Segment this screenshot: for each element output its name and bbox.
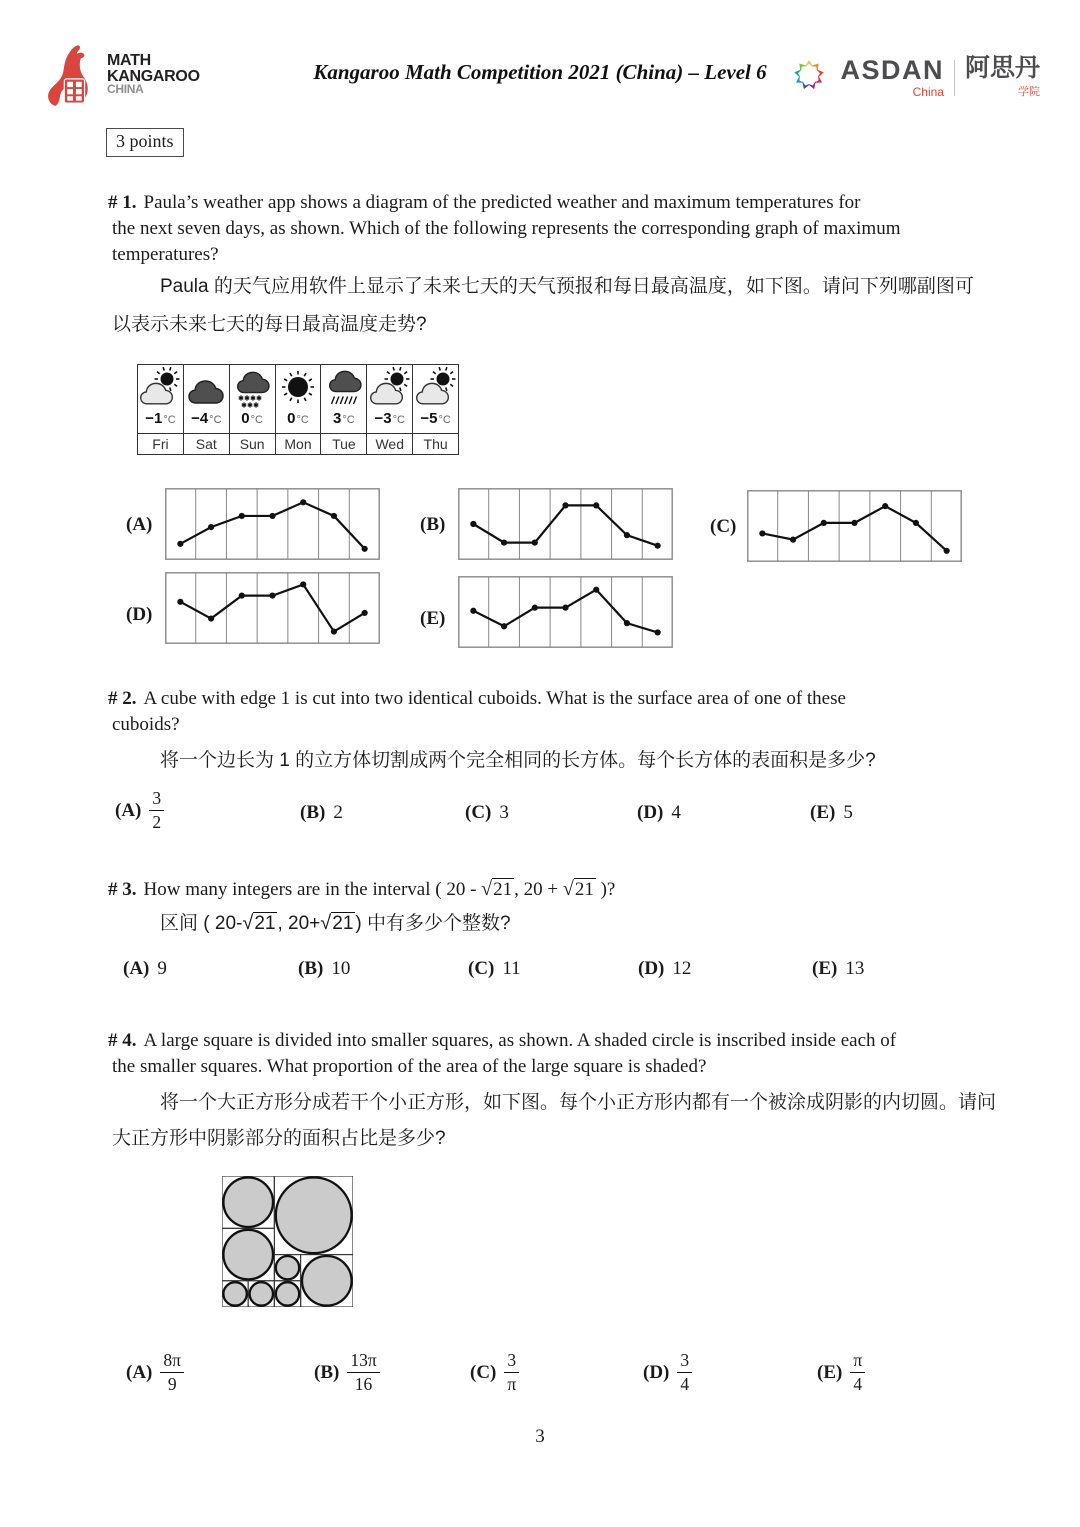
page-number: 3 (535, 1426, 545, 1447)
q3-option-a: (A) 9 (123, 958, 167, 979)
q1-text-zh2: 以表示未来七天的每日最高温度走势? (112, 314, 427, 335)
weather-cloudy-icon (184, 365, 229, 410)
weather-partly-cloudy-icon (367, 365, 412, 410)
asdan-wordmark: ASDAN (840, 54, 944, 85)
fraction: $\frac{3}{\pi}$ (504, 1352, 519, 1393)
weather-snow-icon (230, 365, 275, 410)
weather-temperature: −3 °C (374, 410, 405, 427)
q2-text-line1: # 2. A cube with edge 1 is cut into two identical cuboids. What is the surface area of one of these (108, 688, 846, 709)
weather-day-label: Fri (138, 433, 183, 453)
asdan-cn-sub-label: 学院 (1018, 86, 1040, 98)
q4-text-zh2: 大正方形中阴影部分的面积占比是多少? (112, 1128, 446, 1149)
weather-day-label: Sat (184, 433, 229, 453)
q3-option-d: (D) 12 (638, 958, 692, 979)
q1-option-a-graph (165, 488, 380, 560)
weather-day-column (366, 365, 412, 454)
asdan-country-label: China (912, 84, 944, 99)
q4-text-line1: # 4. A large square is divided into smaller squares, as shown. A shaded circle is inscribed inside each of (108, 1030, 897, 1051)
weather-day-column (412, 365, 458, 454)
weather-day-column (320, 365, 366, 454)
weather-day-label: Wed (367, 433, 412, 453)
weather-day-label: Thu (413, 433, 458, 453)
q3-number: # 3. (108, 879, 137, 900)
weather-temperature: 0 °C (241, 410, 263, 427)
q4-option-e: (E) $\frac{\pi}{4}$ (817, 1352, 865, 1393)
q4-text-line2: the smaller squares. What proportion of the area of the large square is shaded? (112, 1056, 707, 1077)
sqrt-radical: √21 (481, 878, 513, 900)
q3-text-zh: 区间 ( 20-√21 , 20+√21 ) 中有多少个整数? (160, 912, 511, 934)
q1-option-e-label: (E) (420, 608, 446, 629)
weather-temperature: 3 °C (333, 410, 355, 427)
q3-option-c: (C) 11 (468, 958, 521, 979)
weather-temperature: −4 °C (191, 410, 222, 427)
weather-day-label: Tue (321, 433, 366, 453)
q4-option-c: (C) $\frac{3}{\pi}$ (470, 1352, 519, 1393)
fraction: $\frac{8\pi}{9}$ (160, 1352, 184, 1393)
fraction: $\frac{3}{2}$ (149, 790, 164, 831)
kangaroo-logo-text-china: CHINA (107, 82, 144, 97)
q1-option-c-label: (C) (710, 516, 737, 537)
sqrt-radical: √21 (242, 912, 276, 934)
q2-text-zh: 将一个边长为 1 的立方体切割成两个完全相同的长方体。每个长方体的表面积是多少? (160, 750, 876, 771)
points-badge: 3 points (106, 128, 184, 157)
kangaroo-logo-text-math: MATH (107, 52, 151, 69)
q1-option-d-graph (165, 572, 380, 644)
weather-rain-icon (321, 365, 366, 410)
q1-option-d-label: (D) (126, 604, 153, 625)
q2-text-line2: cuboids? (112, 714, 180, 735)
asdan-pinwheel-icon (786, 52, 832, 103)
q2-option-d: (D) 4 (637, 802, 681, 823)
weather-partly-cloudy-icon (138, 365, 183, 410)
q1-text-line2: the next seven days, as shown. Which of the following represents the corresponding graph of maximum (112, 218, 901, 239)
kangaroo-logo-text-kangaroo: KANGAROO (107, 67, 200, 85)
weather-partly-cloudy-icon (413, 365, 458, 410)
asdan-logo (786, 52, 1040, 103)
weather-sunny-icon (276, 365, 321, 410)
q4-squares-circles-figure (222, 1176, 353, 1312)
weather-day-column (138, 365, 183, 454)
q2-option-e: (E) 5 (810, 802, 853, 823)
logo-divider (954, 60, 955, 96)
weather-forecast-table (137, 364, 459, 455)
q1-option-a-label: (A) (126, 514, 153, 535)
page-title: Kangaroo Math Competition 2021 (China) – Level 6 (313, 60, 767, 84)
fraction: $\frac{13\pi}{16}$ (347, 1352, 379, 1393)
q3-option-b: (B) 10 (298, 958, 351, 979)
q1-option-e-graph (458, 576, 673, 648)
q1-option-c-graph (747, 490, 962, 562)
weather-temperature: 0 °C (287, 410, 309, 427)
q2-option-a: (A) $\frac{3}{2}$ (115, 790, 164, 831)
q1-text-line1: # 1. Paula’s weather app shows a diagram of the predicted weather and maximum temperatures for (108, 192, 861, 213)
q4-text-zh1: 将一个大正方形分成若干个小正方形，如下图。每个小正方形内都有一个被涂成阴影的内切圆。请问 (160, 1092, 997, 1113)
weather-day-label: Sun (230, 433, 275, 453)
q4-number: # 4. (108, 1030, 137, 1051)
q1-option-b-label: (B) (420, 514, 446, 535)
q4-option-d: (D) $\frac{3}{4}$ (643, 1352, 692, 1393)
weather-day-column (275, 365, 321, 454)
q1-option-b-graph (458, 488, 673, 560)
q4-option-b: (B) $\frac{13\pi}{16}$ (314, 1352, 380, 1393)
sqrt-radical: √21 (562, 878, 594, 900)
fraction: $\frac{\pi}{4}$ (850, 1352, 865, 1393)
weather-temperature: −1 °C (145, 410, 176, 427)
q2-option-c: (C) 3 (465, 802, 509, 823)
weather-day-column (183, 365, 229, 454)
q4-option-a: (A) $\frac{8\pi}{9}$ (126, 1352, 184, 1393)
weather-day-column (229, 365, 275, 454)
q3-option-e: (E) 13 (812, 958, 865, 979)
q1-text-line3: temperatures? (112, 244, 219, 265)
sqrt-radical: √21 (320, 912, 354, 934)
asdan-cn-wordmark: 阿思丹 (964, 54, 1040, 82)
weather-temperature: −5 °C (420, 410, 451, 427)
weather-day-label: Mon (276, 433, 321, 453)
q3-text-line1: # 3. How many integers are in the interval ( 20 - √21 , 20 + √21 )? (108, 878, 616, 900)
fraction: $\frac{3}{4}$ (677, 1352, 692, 1393)
q1-text-zh1: Paula 的天气应用软件上显示了未来七天的天气预报和每日最高温度，如下图。请问下列哪副图可 (160, 276, 974, 297)
q2-number: # 2. (108, 688, 137, 709)
q2-option-b: (B) 2 (300, 802, 343, 823)
q1-number: # 1. (108, 192, 137, 213)
